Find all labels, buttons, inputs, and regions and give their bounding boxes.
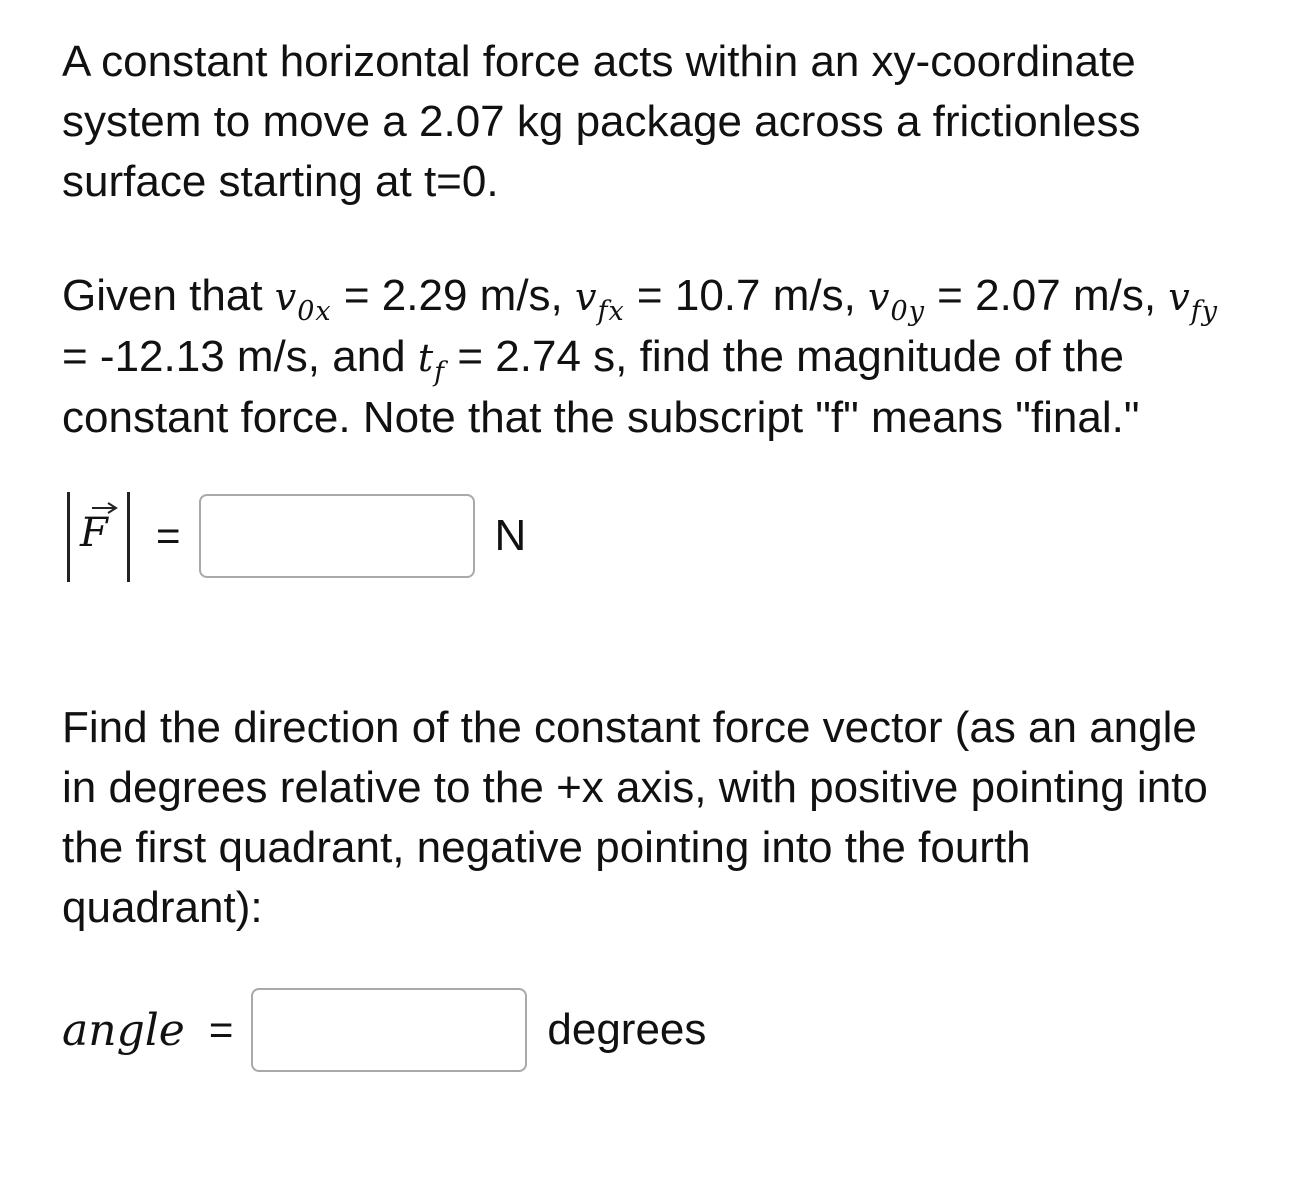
vfx-value: = 10.7 m/s, [624, 271, 869, 320]
angle-answer-section [62, 938, 1262, 1088]
angle-equals: = [208, 1006, 234, 1053]
v0y-symbol: $v_{0y}$ [868, 275, 925, 327]
angle-unit: degrees [547, 1005, 707, 1054]
force-answer-row [62, 488, 526, 584]
force-magnitude-symbol [62, 488, 132, 584]
force-magnitude-input[interactable] [199, 494, 475, 578]
angle-input[interactable] [251, 988, 527, 1072]
angle-answer-row [62, 988, 706, 1072]
abs-bar-left [67, 492, 70, 582]
direction-prompt: Find the direction of the constant force vector (as an angle in degrees relative to the +x axis, with positive pointing into the first quadrant, negative pointing into the fourth quadrant): [62, 703, 1208, 932]
given-prefix: Given that [62, 271, 275, 320]
force-answer-section [62, 448, 1262, 698]
vfy-value: = -12.13 m/s, and [62, 332, 418, 381]
tf-value: = 2.74 s, find the magnitude of the constant force. Note that the subscript "f" means "final." [62, 332, 1140, 442]
tf-symbol: $t_f$ [417, 336, 446, 388]
given-values [62, 266, 1242, 448]
abs-bar-right [127, 492, 130, 582]
force-symbol: F [80, 510, 108, 556]
v0x-value: = 2.29 m/s, [331, 271, 575, 320]
v0x-symbol: $v_{0x}$ [274, 275, 332, 327]
vfy-symbol: $v_{fy}$ [1168, 275, 1219, 327]
vfx-symbol: $v_{fx}$ [575, 275, 625, 327]
angle-label: angle [62, 1004, 185, 1056]
problem-intro: A constant horizontal force acts within an xy-coordinate system to move a 2.07 kg package across a frictionless surface starting at t=0. [62, 37, 1141, 206]
v0y-value: = 2.07 m/s, [924, 271, 1169, 320]
force-equals: = [156, 512, 181, 559]
problem-content [62, 32, 1262, 1088]
force-unit: N [494, 511, 527, 560]
